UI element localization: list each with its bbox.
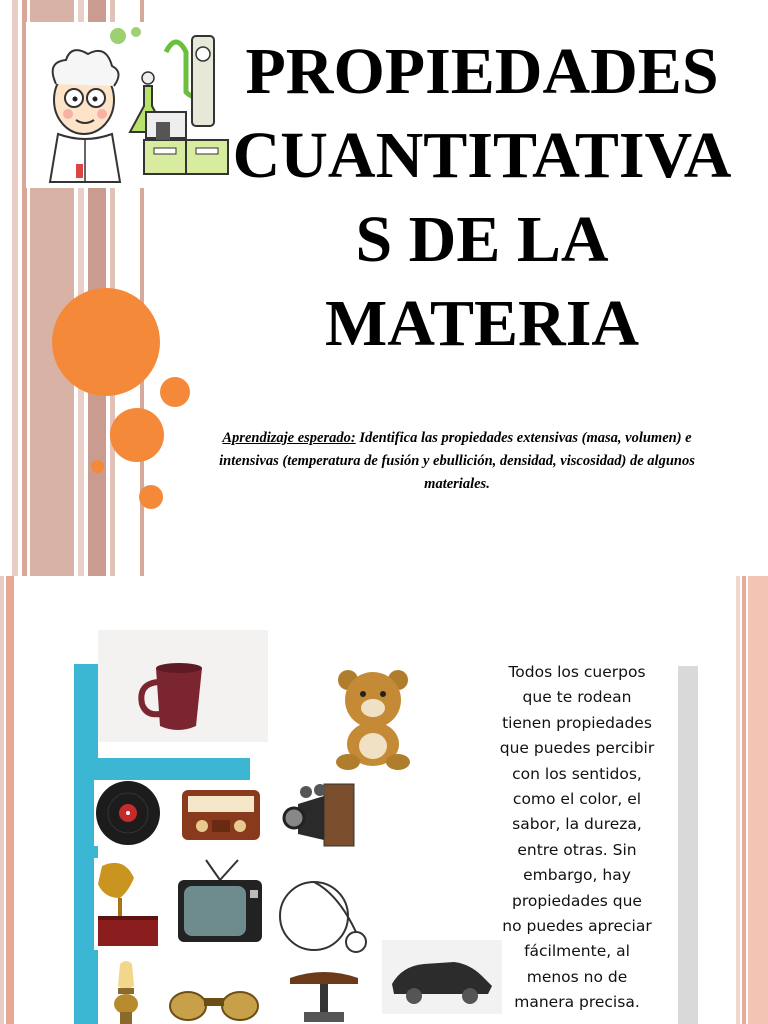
title-line: PROPIEDADES	[245, 35, 719, 108]
body-text-line: con los sentidos,	[512, 764, 642, 783]
radio-image	[180, 786, 262, 842]
orange-circle-large	[52, 288, 160, 396]
body-text-line: propiedades que	[512, 891, 642, 910]
body-text-line: entre otras. Sin	[517, 840, 637, 859]
body-text-line: tienen propiedades	[502, 713, 652, 732]
mug-image	[98, 630, 268, 742]
objective-text: Identifica las propiedades extensivas (masa, volumen) e intensivas (temperatura de fusión y ebullición, densidad, viscosidad) de algunos materiales.	[219, 430, 695, 492]
telephone-image	[284, 964, 364, 1024]
bicycle-image	[278, 874, 370, 954]
body-text-line: fácilmente, al	[524, 942, 630, 961]
binoculars-image	[166, 976, 266, 1024]
title-line: S DE LA	[355, 203, 609, 276]
body-text-line: que puedes percibir	[499, 739, 655, 758]
stripe	[736, 576, 740, 1024]
body-text-line: menos no de	[526, 967, 628, 986]
body-text-line: Todos los cuerpos	[508, 663, 646, 681]
body-text-line: manera precisa.	[514, 993, 640, 1012]
objective-label: Aprendizaje esperado:	[222, 430, 356, 446]
body-text-line: como el color, el	[512, 790, 642, 809]
teddy-bear-image	[318, 662, 428, 774]
slide-title	[232, 30, 732, 366]
content-slide	[0, 576, 768, 1024]
learning-objective	[212, 427, 702, 496]
body-text-line: no puedes apreciar	[502, 917, 652, 936]
orange-circle-tiny	[91, 460, 104, 473]
vinyl-record-image	[94, 780, 164, 846]
body-text-line: embargo, hay	[523, 866, 631, 885]
stripe	[12, 0, 18, 576]
body-text-line: que te rodean	[522, 688, 632, 707]
stripe	[748, 576, 768, 1024]
stripe	[742, 576, 746, 1024]
scientist-illustration	[26, 22, 234, 188]
television-image	[176, 858, 264, 950]
camera-image	[282, 774, 364, 856]
grey-bar	[678, 666, 698, 1024]
body-text	[478, 660, 676, 1016]
gramophone-image	[94, 858, 162, 950]
stripe	[0, 576, 4, 1024]
oil-lamp-image	[108, 960, 144, 1024]
stripe	[6, 576, 14, 1024]
body-text-line: sabor, la dureza,	[512, 815, 642, 834]
orange-circle-small	[160, 377, 190, 407]
orange-circle-medium	[110, 408, 164, 462]
accent-bar	[74, 758, 250, 780]
orange-circle-small	[139, 485, 163, 509]
title-line: MATERIA	[324, 287, 640, 360]
title-line: CUANTITATIVA	[232, 119, 732, 192]
